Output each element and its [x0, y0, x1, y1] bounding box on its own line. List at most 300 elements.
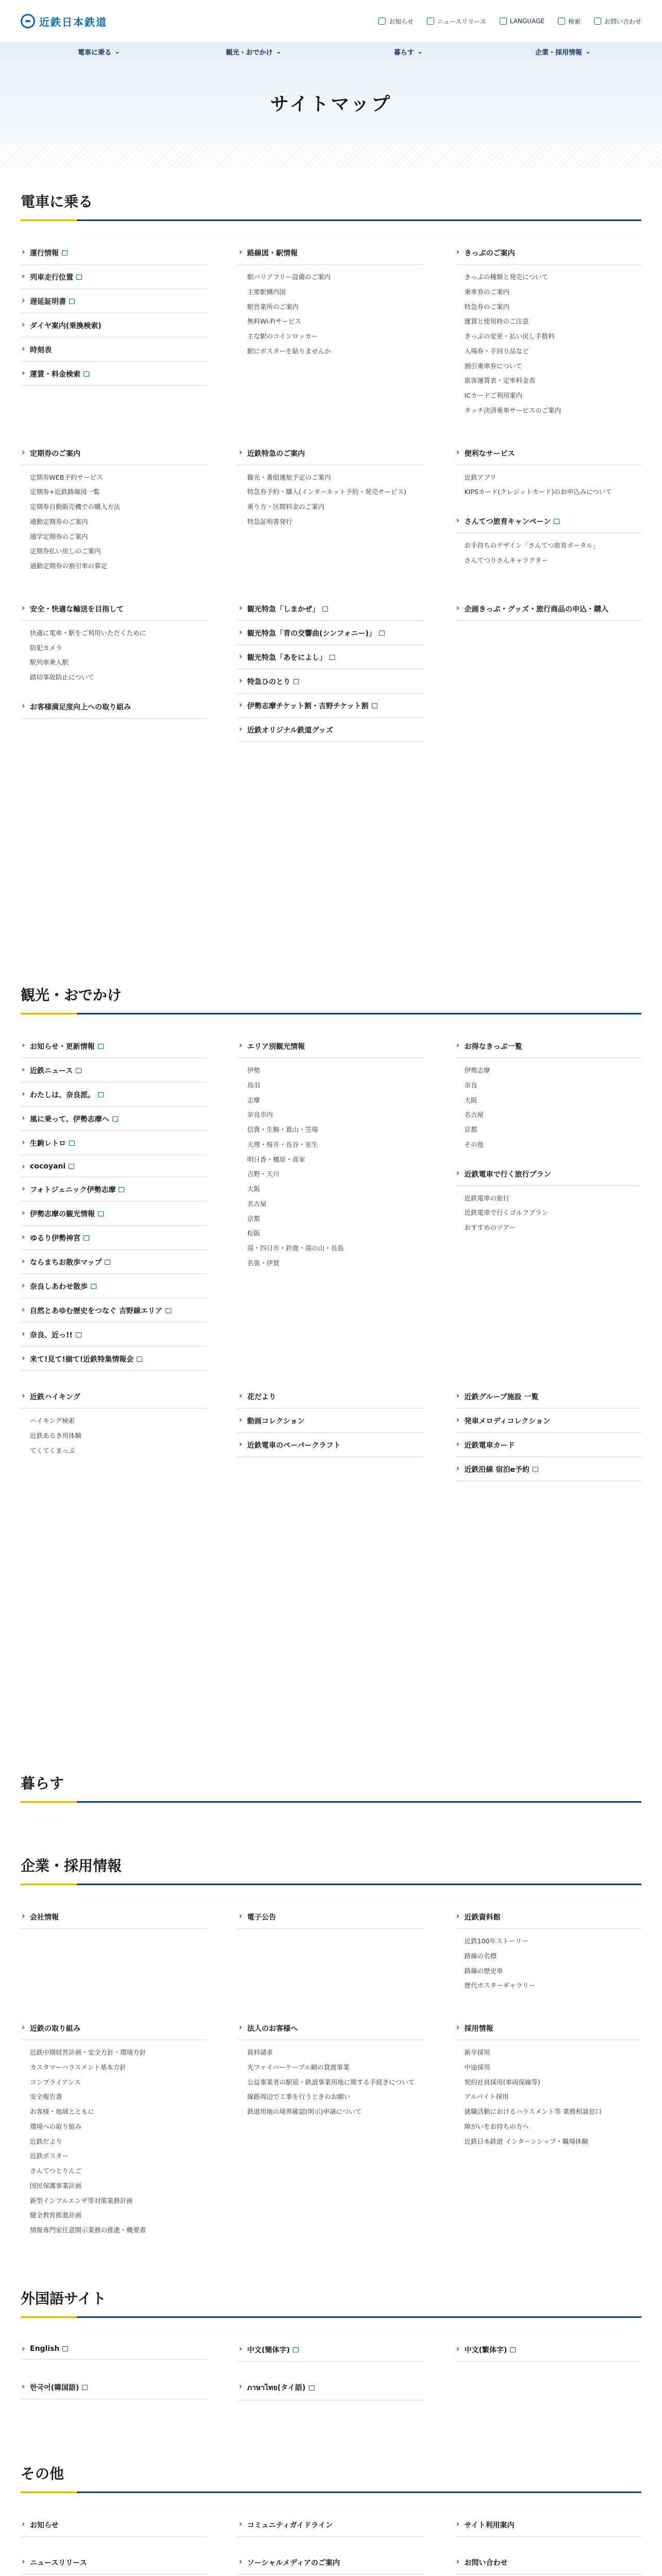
- link-label: › ニュースリリース: [30, 2559, 87, 2567]
- sitemap-link[interactable]: [238, 669, 424, 693]
- sub-link-list: [21, 2040, 207, 2247]
- sitemap-row: [21, 2513, 641, 2576]
- link-label: › 近鉄資料館: [464, 1913, 501, 1922]
- utility-nav: [378, 17, 641, 26]
- sub-link[interactable]: 駅にポスターを貼りませんか: [247, 347, 331, 355]
- sitemap-link[interactable]: [21, 1347, 207, 1371]
- link-label: › 発車メロディコレクション: [464, 1417, 550, 1426]
- sitemap-heading-link[interactable]: [455, 1162, 641, 1186]
- link-label: › お問い合わせ: [464, 2559, 508, 2567]
- link-label: › エリア別観光情報: [247, 1043, 305, 1051]
- sitemap-heading-link[interactable]: [455, 441, 641, 465]
- sub-link[interactable]: 京都: [247, 1214, 260, 1223]
- external-link-icon: [119, 1187, 124, 1192]
- sitemap-link[interactable]: [21, 1250, 207, 1274]
- sub-link[interactable]: 近鉄中期経営計画・安全方針・環境方針: [30, 2048, 146, 2056]
- sub-link[interactable]: 駅列車乗入駅: [30, 658, 69, 667]
- sitemap-link[interactable]: [21, 1905, 207, 1929]
- sitemap-link[interactable]: [238, 718, 424, 742]
- link-label: › サイト利用案内: [464, 2521, 515, 2530]
- sitemap-link[interactable]: [21, 1274, 207, 1298]
- sub-link[interactable]: 京都: [464, 1126, 477, 1133]
- sub-link[interactable]: 特急券予約・購入(インターネット予約・発売サービス): [247, 488, 406, 496]
- util-icon: [500, 18, 507, 25]
- sub-link[interactable]: 割引乗車券について: [464, 362, 522, 370]
- sub-link[interactable]: さんてつとりんご: [30, 2167, 82, 2175]
- sub-link[interactable]: 近鉄アプリ: [464, 473, 496, 481]
- sub-link-list: [455, 1929, 641, 2003]
- sitemap-row: [21, 1034, 641, 1371]
- sub-link[interactable]: 環境への取り組み: [30, 2122, 82, 2130]
- sub-link[interactable]: 明日香・橿原・高家: [247, 1155, 305, 1163]
- section-sec3: [0, 1772, 662, 1822]
- sitemap-column: [238, 2016, 424, 2247]
- sitemap-link[interactable]: [21, 1298, 207, 1323]
- sitemap-row: [21, 2337, 641, 2414]
- sitemap-column: [21, 597, 207, 742]
- sitemap-heading-link[interactable]: [455, 2016, 641, 2040]
- link-label: › 観光特急「しまかぜ」: [247, 605, 320, 614]
- sub-link[interactable]: 天理・桜井・長谷・室生: [247, 1140, 318, 1148]
- link-label: › フォトジェニック伊勢志摩: [30, 1186, 116, 1194]
- sitemap-link[interactable]: [238, 1384, 424, 1409]
- sub-link[interactable]: カスタマーハラスメント基本方針: [30, 2063, 126, 2071]
- section-sec6: [0, 2463, 662, 2576]
- sub-link[interactable]: 健全教育推進計画: [30, 2211, 82, 2219]
- link-label: › 生駒レトロ: [30, 1140, 66, 1148]
- sub-link[interactable]: 入場券・手回り品など: [464, 347, 529, 355]
- sub-link[interactable]: 無料Wi-Fiサービス: [247, 317, 302, 326]
- link-label: › 会社情報: [30, 1913, 59, 1922]
- sitemap-link[interactable]: [21, 1058, 207, 1082]
- sitemap-link[interactable]: [21, 1201, 207, 1226]
- section-sec4: [0, 1855, 662, 2261]
- sub-link[interactable]: 新卒採用: [464, 2048, 490, 2056]
- sitemap-link[interactable]: [455, 1433, 641, 1457]
- sitemap-column: [21, 1905, 207, 2003]
- sitemap-link[interactable]: [21, 1034, 207, 1058]
- gnav-item[interactable]: [22, 43, 176, 61]
- page-title: サイトマップ: [270, 93, 392, 115]
- sitemap-link[interactable]: [21, 1107, 207, 1131]
- link-label: › 伊勢志摩チケット割・吉野チケット割: [247, 702, 369, 710]
- sub-link[interactable]: ICカードご利用案内: [464, 392, 523, 399]
- sub-link[interactable]: ハイキング検索: [30, 1417, 75, 1425]
- sub-link-list: [21, 1409, 207, 1467]
- sitemap-row: [21, 2016, 641, 2247]
- gnav-label: 電車に乗る: [78, 49, 112, 57]
- external-link-icon: [98, 1044, 104, 1049]
- gnav-item[interactable]: [176, 43, 331, 61]
- link-label: › ならまちお散歩マップ: [30, 1259, 102, 1267]
- sitemap-column: [21, 1034, 207, 1371]
- util-label: お問い合わせ: [604, 18, 641, 25]
- external-link-icon: [82, 2385, 88, 2390]
- sub-link[interactable]: おすすめのツアー: [464, 1224, 516, 1231]
- external-link-icon: [322, 606, 328, 612]
- sitemap-column: [238, 2375, 424, 2400]
- sitemap-link[interactable]: [21, 337, 207, 362]
- sub-link[interactable]: 快適に電車・駅をご利用いただくために: [30, 629, 146, 637]
- link-label: › 定期券のご案内: [30, 449, 80, 458]
- section-title: 観光・おでかけ: [21, 984, 641, 1014]
- external-link-icon: [372, 703, 377, 708]
- sitemap-link[interactable]: [455, 2513, 641, 2537]
- sub-link[interactable]: 伊勢志摩: [464, 1066, 490, 1074]
- sub-link[interactable]: 運賃と使用時のご注意: [464, 317, 529, 326]
- link-label: › 運行情報: [30, 249, 59, 258]
- section-title: 電車に乗る: [21, 191, 641, 221]
- sub-link[interactable]: 駅営業所のご案内: [247, 302, 299, 311]
- sub-link[interactable]: 近鉄電車で行くゴルフプラン: [464, 1209, 549, 1217]
- sub-link[interactable]: 定期券WEB予約サービス: [30, 473, 103, 481]
- section-sec2: [0, 984, 662, 1495]
- section-title: 外国語サイト: [21, 2287, 641, 2318]
- sitemap-link[interactable]: [238, 2513, 424, 2537]
- link-label: › お知らせ: [30, 2521, 59, 2530]
- sitemap-heading-link[interactable]: [238, 441, 424, 465]
- sub-link[interactable]: 奈良: [464, 1081, 477, 1089]
- sub-link-list: [21, 465, 207, 583]
- sub-link[interactable]: その他: [464, 1140, 484, 1148]
- logo-text: 近鉄日本鉄道: [39, 15, 107, 28]
- sub-link[interactable]: 公益事業者の駅前・鉄道事業用地に関する手続きについて: [247, 2078, 415, 2086]
- sitemap-link[interactable]: [238, 1433, 424, 1457]
- sitemap-link[interactable]: [238, 2550, 424, 2574]
- sitemap-link[interactable]: [238, 693, 424, 718]
- sub-link[interactable]: KIPSカード(クレジットカード)のお申込みについて: [464, 488, 612, 496]
- sitemap-column: [455, 2513, 641, 2537]
- sub-link[interactable]: 大阪: [247, 1185, 260, 1193]
- sub-link[interactable]: 近鉄だより: [30, 2137, 62, 2145]
- sub-link[interactable]: 定期券自動販売機での購入方法: [30, 503, 121, 511]
- link-label: › 近鉄オリジナル鉄道グッズ: [247, 726, 333, 735]
- sitemap-column: [21, 2513, 207, 2537]
- sitemap-column: [455, 1384, 641, 1481]
- sub-link[interactable]: 通学定期券のご案内: [30, 532, 88, 540]
- sub-link[interactable]: 観光・番組運航予定のご案内: [247, 473, 331, 481]
- sub-link[interactable]: 旅客運賃表・定率料金表: [464, 377, 536, 385]
- external-link-icon: [105, 1260, 110, 1265]
- sitemap-heading-link[interactable]: [21, 2016, 207, 2040]
- link-label: › 近鉄電車で行く旅行プラン: [464, 1170, 551, 1179]
- link-label: › 観光特急「あをによし」: [247, 653, 327, 662]
- external-link-icon: [69, 1141, 75, 1146]
- sitemap-link[interactable]: [21, 1082, 207, 1107]
- util-link[interactable]: [378, 17, 413, 26]
- sitemap-heading-link[interactable]: [21, 441, 207, 465]
- sitemap-column: [455, 1034, 641, 1371]
- sub-link[interactable]: 通勤定期券のご案内: [30, 517, 88, 526]
- sub-link[interactable]: てくてくまっぷ: [30, 1446, 75, 1454]
- sub-link[interactable]: 歴代ポスターギャラリー: [464, 1981, 536, 1990]
- external-link-icon: [293, 2347, 299, 2352]
- sub-link[interactable]: タッチ決済乗車サービスのご案内: [464, 406, 561, 414]
- link-label: › ゆるり伊勢神宮: [30, 1234, 80, 1243]
- util-label: ニュースリリース: [437, 18, 486, 25]
- util-link[interactable]: [427, 17, 486, 26]
- sitemap-column: [238, 241, 424, 428]
- sub-link[interactable]: 志摩: [247, 1096, 260, 1104]
- sitemap-link[interactable]: [455, 2337, 641, 2362]
- link-label: › 電子公告: [247, 1913, 276, 1922]
- sitemap-link[interactable]: [238, 597, 424, 621]
- sitemap-heading-link[interactable]: [21, 1384, 207, 1409]
- sub-link[interactable]: 駅バリアフリー設備のご案内: [247, 273, 331, 281]
- sub-link[interactable]: 主な駅のコインロッカー: [247, 332, 318, 340]
- sitemap-link[interactable]: [21, 1177, 207, 1201]
- sitemap-link[interactable]: [238, 1905, 424, 1929]
- sub-link-list: [238, 1058, 424, 1280]
- gnav-label: 暮らす: [394, 49, 415, 57]
- chevron-down-icon: ⌄: [585, 48, 591, 56]
- sub-link[interactable]: 障がいをお持ちの方へ: [464, 2122, 529, 2130]
- sub-link[interactable]: 名古屋: [247, 1199, 267, 1208]
- link-label: › きっぷのご案内: [464, 249, 515, 258]
- sitemap-row: [21, 241, 641, 428]
- sitemap-column: [238, 2550, 424, 2574]
- sub-link[interactable]: 乗り方・区間料金のご案内: [247, 503, 325, 511]
- sub-link[interactable]: きっぷの変更・払い戻し手数料: [464, 332, 555, 340]
- sub-link[interactable]: きっぷの種類と発売について: [464, 273, 548, 281]
- sub-link[interactable]: 湯・四日市・鈴鹿・湯の山・長島: [247, 1244, 344, 1252]
- sitemap-row: [21, 1905, 641, 2003]
- util-link[interactable]: [500, 17, 544, 26]
- sub-link[interactable]: 踏切事故防止について: [30, 673, 94, 681]
- sub-link[interactable]: 松阪: [247, 1229, 260, 1238]
- sitemap-heading-link[interactable]: [238, 1034, 424, 1058]
- site-logo[interactable]: [21, 14, 107, 29]
- sub-link[interactable]: 近鉄日本鉄道 インターンシップ・職場体験: [464, 2137, 588, 2145]
- sub-link[interactable]: 乗車券のご案内: [464, 287, 510, 296]
- sub-link[interactable]: 路線の名標: [464, 1952, 497, 1960]
- link-label: › 近鉄グループ施設 一覧: [464, 1393, 539, 1401]
- sub-link[interactable]: お手持ちのデザイン「さんてつ旅育ポータル」: [464, 541, 600, 549]
- external-link-icon: [98, 1092, 104, 1097]
- sub-link[interactable]: さんてつりさんキャラクター: [464, 556, 548, 564]
- sitemap-link[interactable]: [21, 2337, 207, 2360]
- util-icon: [378, 18, 386, 25]
- sitemap-column: [238, 1384, 424, 1481]
- external-link-icon: [329, 655, 335, 660]
- sub-link[interactable]: 特急券のご案内: [464, 302, 510, 311]
- sub-link[interactable]: 名張・伊賀: [247, 1259, 279, 1267]
- sub-link[interactable]: 近鉄電車の旅行: [464, 1194, 510, 1202]
- sub-link[interactable]: お客様・地域とともに: [30, 2108, 95, 2115]
- site-header: [0, 0, 662, 42]
- sub-link[interactable]: 通勤定期券の割引率の算定: [30, 562, 108, 570]
- sitemap-link[interactable]: [21, 241, 207, 265]
- sitemap-heading-link[interactable]: [455, 1905, 641, 1929]
- sitemap-link[interactable]: [21, 265, 207, 289]
- link-label: › 近鉄ニュース: [30, 1067, 73, 1075]
- sub-link-list: [455, 465, 641, 510]
- util-link[interactable]: [594, 17, 641, 26]
- sub-link-list: [21, 621, 207, 694]
- link-label: › cocoyani: [30, 1162, 66, 1171]
- sitemap-link[interactable]: [238, 621, 424, 645]
- link-label: › 近鉄電車のペーパークラフト: [247, 1442, 341, 1450]
- sub-link[interactable]: 鉄道用地の境界確認(明示)申請について: [247, 2108, 362, 2115]
- sitemap-link[interactable]: [21, 289, 207, 313]
- sub-link[interactable]: 吉野・天川: [247, 1170, 279, 1178]
- section-sec5: [0, 2287, 662, 2414]
- sub-link[interactable]: 主要駅構内図: [247, 287, 286, 296]
- sitemap-link[interactable]: [455, 1384, 641, 1409]
- sitemap-link[interactable]: [21, 2550, 207, 2574]
- link-label: › 自然とあゆむ歴史をつなぐ 吉野線エリア: [30, 1307, 162, 1315]
- chevron-down-icon: ⌄: [114, 48, 120, 56]
- sub-link[interactable]: 安全報告書: [30, 2093, 62, 2101]
- chevron-down-icon: ⌄: [417, 48, 423, 56]
- sitemap-column: [238, 2513, 424, 2537]
- sitemap-link[interactable]: [238, 645, 424, 669]
- link-label: › お得なきっぷ一覧: [464, 1043, 522, 1051]
- link-label: › 奈良しあわせ散歩: [30, 1283, 88, 1291]
- link-label: › 近鉄の取り組み: [30, 2025, 80, 2033]
- link-label: › 安全・快適な輸送を目指して: [30, 605, 124, 614]
- sub-link[interactable]: 名古屋: [464, 1111, 484, 1119]
- sub-link[interactable]: 近鉄100年ストーリー: [464, 1937, 528, 1945]
- sitemap-column: [455, 241, 641, 428]
- sitemap-row: [21, 597, 641, 742]
- sitemap-column: [455, 2550, 641, 2574]
- sitemap-heading-link[interactable]: [238, 241, 424, 265]
- link-label: › 遅延証明書: [30, 298, 66, 306]
- external-link-icon: [69, 1164, 74, 1169]
- sub-link[interactable]: 線路周辺で工事を行うときのお願い: [247, 2093, 351, 2101]
- sub-link[interactable]: 契約社員採用(車両保線等): [464, 2078, 540, 2086]
- sub-link-list: [238, 265, 424, 368]
- sub-link[interactable]: 特急証明書発行: [247, 517, 292, 526]
- sub-link[interactable]: 鳥羽: [247, 1081, 260, 1089]
- sitemap-link[interactable]: [455, 509, 641, 533]
- link-label: › 風に乗って、伊勢志摩へ: [30, 1115, 109, 1124]
- sub-link[interactable]: 国民保護事業計画: [30, 2181, 82, 2190]
- sub-link-list: [455, 1058, 641, 1162]
- link-label: › お知らせ・更新情報: [30, 1043, 95, 1051]
- section-title: 企業・採用情報: [21, 1855, 641, 1885]
- sub-link[interactable]: 情報専門家任意開示業務の推進・概要書: [30, 2226, 146, 2234]
- sitemap-column: [21, 1384, 207, 1481]
- external-link-icon: [98, 1211, 104, 1216]
- sub-link[interactable]: 奈良市内: [247, 1111, 273, 1119]
- logo-icon: [21, 14, 35, 28]
- external-link-icon: [293, 679, 299, 684]
- link-label: › ソーシャルメディアのご案内: [247, 2559, 340, 2567]
- sub-link[interactable]: 就職活動におけるハラスメント等 業務相談窓口: [464, 2108, 602, 2115]
- sub-link-list: [455, 533, 641, 578]
- sitemap-column: [238, 441, 424, 583]
- sitemap-link[interactable]: [21, 362, 207, 386]
- sub-link[interactable]: 近鉄あるき用体験: [30, 1431, 82, 1439]
- sitemap-column: [21, 441, 207, 583]
- gnav-label: 企業・採用情報: [535, 49, 583, 57]
- sitemap-link[interactable]: [21, 1226, 207, 1250]
- sitemap-link[interactable]: [455, 2550, 641, 2574]
- sitemap-link[interactable]: [238, 1409, 424, 1433]
- link-label: › 伊勢志摩の観光情報: [30, 1210, 95, 1218]
- sub-link-list: [238, 465, 424, 539]
- sitemap-link[interactable]: [21, 1155, 207, 1177]
- gnav-item[interactable]: [331, 43, 486, 61]
- sitemap-link[interactable]: [455, 1457, 641, 1481]
- gnav-item[interactable]: [486, 43, 640, 61]
- external-link-icon: [84, 1235, 89, 1241]
- section-sec1: [0, 191, 662, 755]
- sub-link[interactable]: 信貴・生駒・葛山・笠場: [247, 1126, 318, 1133]
- sub-link[interactable]: コンプライアンス: [30, 2078, 81, 2086]
- link-label: › 近鉄沿線 宿泊e予約: [464, 1466, 530, 1474]
- sub-link[interactable]: 定期券+近鉄路線図一覧: [30, 488, 100, 496]
- external-link-icon: [69, 299, 75, 304]
- link-label: › 奈良、近っ!!: [30, 1331, 73, 1340]
- sitemap-link[interactable]: [455, 597, 641, 621]
- sitemap-link[interactable]: [21, 1131, 207, 1155]
- link-label: › 便利なサービス: [464, 449, 515, 458]
- sitemap-link[interactable]: [21, 2513, 207, 2537]
- link-label: › 法人のお客様へ: [247, 2025, 298, 2033]
- sitemap-column: [455, 597, 641, 742]
- external-link-icon: [379, 631, 385, 636]
- sitemap-column: [455, 2337, 641, 2362]
- sitemap-link[interactable]: [238, 2375, 424, 2400]
- sitemap-heading-link[interactable]: [21, 597, 207, 621]
- sub-link[interactable]: アルバイト採用: [464, 2093, 509, 2101]
- sub-link[interactable]: 資料請求: [247, 2048, 273, 2056]
- sitemap-column: [21, 2375, 207, 2400]
- sub-link[interactable]: 新型インフルエンザ等対策業務計画: [30, 2196, 133, 2205]
- link-label: › わたしは、奈良派。: [30, 1091, 95, 1099]
- section-title: その他: [21, 2463, 641, 2493]
- sitemap-link[interactable]: [21, 313, 207, 337]
- external-link-icon: [62, 250, 68, 256]
- sitemap-column: [238, 1034, 424, 1371]
- link-label: › 観光特急「青の交響曲(シンフォニー)」: [247, 629, 376, 638]
- sub-link[interactable]: 光ファイバーケーブル網の貸渡事業: [247, 2063, 350, 2071]
- global-nav: [0, 42, 662, 61]
- sitemap-link[interactable]: [455, 1409, 641, 1433]
- sitemap-link[interactable]: [238, 2337, 424, 2362]
- link-label: › 特急ひのとり: [247, 677, 291, 686]
- link-label: › English: [30, 2345, 60, 2353]
- sub-link[interactable]: 近鉄ポスター: [30, 2152, 69, 2160]
- sub-link[interactable]: 定期券払い戻しのご案内: [30, 547, 101, 555]
- sub-link[interactable]: 大阪: [464, 1096, 477, 1104]
- sub-link[interactable]: 路線の歴史車: [464, 1967, 503, 1975]
- sitemap-link[interactable]: [21, 2375, 207, 2399]
- link-label: › 花だより: [247, 1393, 276, 1401]
- util-icon: [594, 18, 601, 25]
- link-label: › 企画きっぷ・グッズ・旅行商品の申込・購入: [464, 605, 608, 614]
- sub-link[interactable]: 伊勢: [247, 1066, 260, 1074]
- link-label: › 来て!見て!揃て!近鉄特集情報会: [30, 1355, 134, 1364]
- sitemap-row: [21, 441, 641, 583]
- link-label: › 한국어(韓国語): [30, 2384, 79, 2392]
- page-hero: [0, 61, 662, 144]
- sitemap-link[interactable]: [21, 1323, 207, 1347]
- sub-link[interactable]: 中途採用: [464, 2063, 490, 2071]
- sitemap-column: [455, 2016, 641, 2247]
- sitemap-heading-link[interactable]: [21, 694, 207, 719]
- external-link-icon: [76, 275, 82, 280]
- sub-link-list: [455, 2040, 641, 2158]
- sub-link[interactable]: 防犯カメラ: [30, 643, 62, 652]
- util-link[interactable]: [558, 17, 581, 26]
- sitemap-heading-link[interactable]: [238, 2016, 424, 2040]
- sitemap-heading-link[interactable]: [455, 1034, 641, 1058]
- sitemap-heading-link[interactable]: [455, 241, 641, 265]
